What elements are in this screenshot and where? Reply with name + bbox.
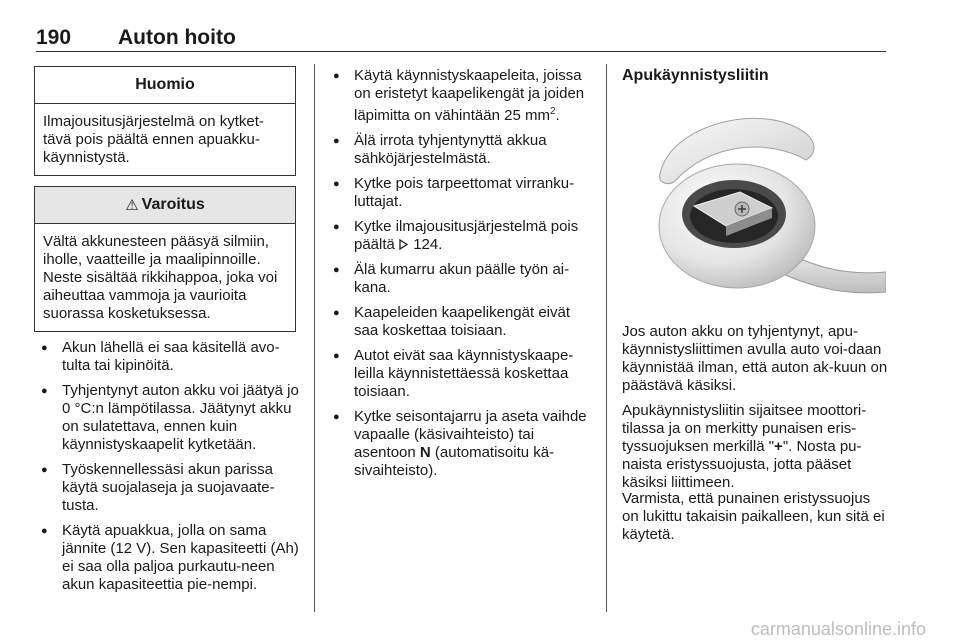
list-item: ● Autot eivät saa käynnistyskaape-leilla käynnistettäessä koskettaa toisiaan. — [328, 347, 594, 401]
watermark: carmanualsonline.info — [750, 619, 926, 639]
warning-title: Varoitus — [141, 196, 205, 213]
column-divider-2 — [606, 64, 607, 612]
page-title: Auton hoito — [118, 26, 236, 49]
warning-body: Vältä akkunesteen pääsyä silmiin, iholle, vaatteille ja maalipinnoille. Neste sisältää rikkihappoa, joka voi aiheuttaa vammoja ja vaurioita suorassa kosketuksessa. — [43, 233, 278, 322]
list-item: ● Kytke pois tarpeettomat virranku-luttajat. — [328, 175, 594, 211]
safety-bullet-list — [36, 339, 302, 601]
page-header — [36, 26, 886, 50]
list-item: ● Kaapeleiden kaapelikengät eivät saa koskettaa toisiaan. — [328, 304, 594, 340]
notice-title: Huomio — [35, 67, 295, 104]
procedure-bullet-list — [328, 67, 594, 487]
paragraph: Varmista, että punainen eristyssuojus on lukittu takaisin paikalleen, kun sitä ei käytetä. — [622, 490, 885, 543]
notice-box — [34, 66, 296, 176]
paragraph: Jos auton akku on tyhjentynyt, apu-käynnistysliittimen avulla auto voi-daan käynnistää ilman, että auton ak-kuun on päästävä käsiksi. — [622, 323, 888, 394]
list-item: ● Käytä apuakkua, jolla on sama jännite (12 V). Sen kapasiteetti (Ah) ei saa olla paljoa purkautu-neen akun kapasiteettia pie-nempi. — [36, 522, 302, 594]
column-divider-1 — [314, 64, 315, 612]
warning-triangle-icon: ⚠ — [125, 197, 139, 214]
section-heading: Apukäynnistysliitin — [622, 67, 769, 84]
list-item: ● Älä irrota tyhjentynyttä akkua sähköjärjestelmästä. — [328, 132, 594, 168]
list-item: ● Kytke ilmajousitusjärjestelmä pois päältä 124. — [328, 218, 594, 254]
list-item: ● Käytä käynnistyskaapeleita, joissa on eristetyt kaapelikengät ja joiden läpimitta on vähintään 25 $mm^2$. — [328, 67, 594, 125]
list-item: ● Työskennellessäsi akun parissa käytä suojalaseja ja suojavaate-tusta. — [36, 461, 302, 515]
list-item: ● Akun lähellä ei saa käsitellä avo-tulta tai kipinöitä. — [36, 339, 302, 375]
warning-box — [34, 186, 296, 332]
warning-header — [35, 187, 295, 224]
jump-start-terminal-photo — [622, 96, 886, 306]
notice-body: Ilmajousitusjärjestelmä on kytket-tävä pois päältä ennen apuakku-käynnistystä. — [43, 113, 264, 166]
header-rule — [36, 51, 886, 52]
list-item: ● Kytke seisontajarru ja aseta vaihde vapaalle (käsivaihteisto) tai asentoon N (automatisoitu kä-sivaihteisto). — [328, 408, 594, 480]
list-item: ● Tyhjentynyt auton akku voi jäätyä jo 0 °C:n lämpötilassa. Jäätynyt akku on sulatettava, ennen kuin käynnistyskaapelit kytketään. — [36, 382, 302, 454]
paragraph: Apukäynnistysliitin sijaitsee moottori-tilassa ja on merkitty punaisen eris-tyssuojuksen merkillä "+". Nosta pu-naista eristyssuojusta, jotta pääset käsiksi liittimeen. — [622, 402, 867, 491]
plus-symbol: + — [774, 438, 783, 455]
page-reference-icon — [399, 239, 409, 250]
list-item: ● Älä kumarru akun päälle työn ai-kana. — [328, 261, 594, 297]
page-number: 190 — [36, 26, 72, 49]
